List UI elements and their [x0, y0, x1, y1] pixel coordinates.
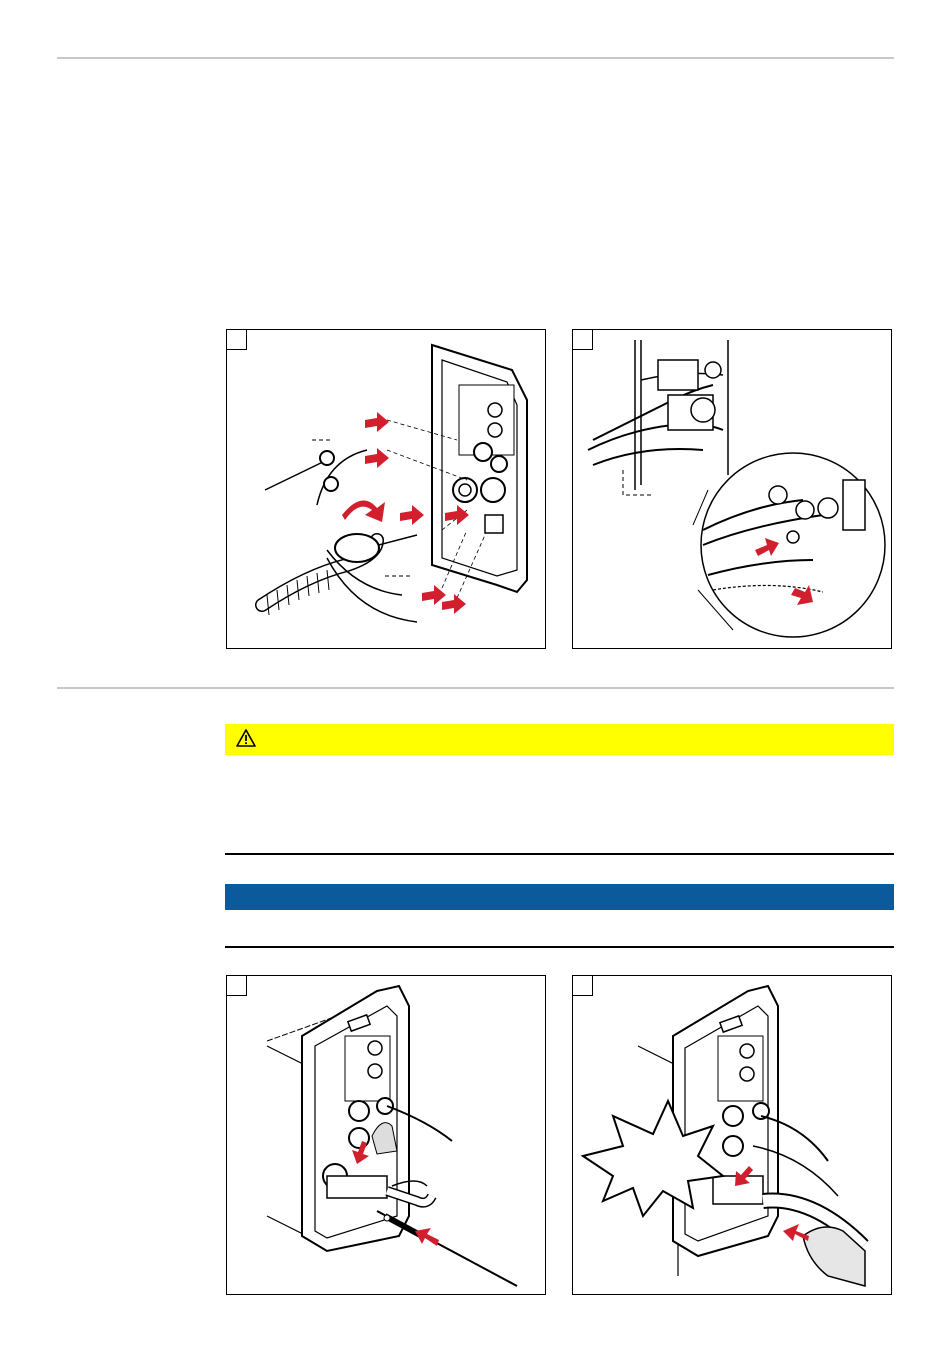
figure-1-connect-hosepack [226, 329, 546, 649]
connect-torch-hosepack-illustration [227, 330, 546, 649]
figure-2-hose-detail [572, 329, 892, 649]
warning-banner [225, 724, 894, 755]
connected-hoses-detail-illustration [573, 330, 892, 649]
figure-step-number [572, 975, 593, 996]
section-divider-top [57, 57, 894, 59]
figure-step-number [572, 329, 593, 350]
note-banner [225, 884, 894, 910]
figure-3-insert-liner [226, 975, 546, 1295]
warning-triangle-icon [235, 728, 257, 748]
insert-wirefeed-liner-illustration [227, 976, 546, 1295]
figure-4-disconnect-hosepack [572, 975, 892, 1295]
disconnect-hosepack-illustration [573, 976, 892, 1295]
figure-step-number [226, 975, 247, 996]
figure-step-number [226, 329, 247, 350]
note-top-line [225, 853, 894, 855]
section-divider-middle [57, 687, 894, 689]
note-bottom-line [225, 946, 894, 948]
